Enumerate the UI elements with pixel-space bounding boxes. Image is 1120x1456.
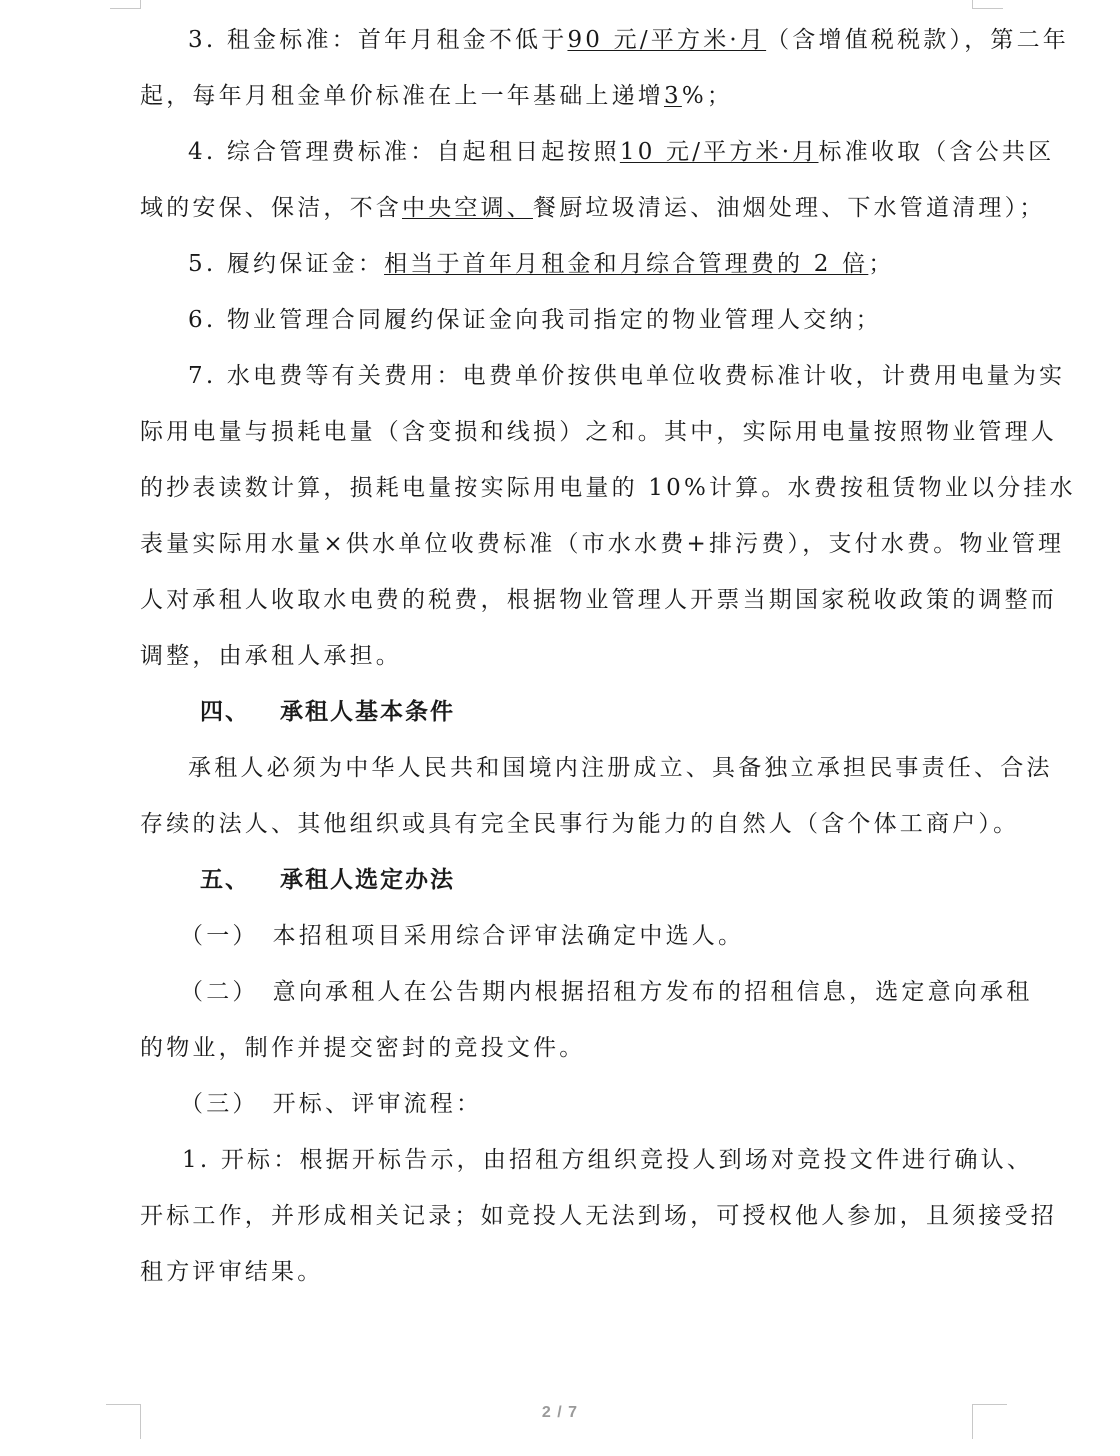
item4-line1 xyxy=(188,138,1055,166)
item3-increase-value: 3 xyxy=(664,83,682,109)
section5-number: 五、 xyxy=(200,867,250,893)
step1-line3: 租方评审结果。 xyxy=(140,1259,324,1285)
item4-text-tail: 标准收取（含公共区 xyxy=(818,139,1055,165)
item7-line5: 人对承租人收取水电费的税费，根据物业管理人开票当期国家税收政策的调整而 xyxy=(140,587,1057,613)
sub3-number: （三） xyxy=(180,1091,259,1117)
item7-line3: 的抄表读数计算，损耗电量按实际用电量的 10%计算。水费按租赁物业以分挂水 xyxy=(140,475,1076,501)
item4-line2-text: 域的安保、保洁，不含 xyxy=(140,195,402,221)
item7-line6: 调整，由承租人承担。 xyxy=(140,643,402,669)
step1-line1: 1. 开标：根据开标告示，由招租方组织竞投人到场对竞投文件进行确认、 xyxy=(182,1147,1034,1173)
section5-title: 承租人选定办法 xyxy=(280,867,455,893)
sub3-text: 开标、评审流程： xyxy=(272,1091,483,1117)
section4-number: 四、 xyxy=(200,699,250,725)
section5-sub1 xyxy=(180,922,1020,950)
item7-line1: 7. 水电费等有关费用：电费单价按供电单位收费标准计收，计费用电量为实 xyxy=(188,363,1066,389)
item6-line: 6. 物业管理合同履约保证金向我司指定的物业管理人交纳； xyxy=(188,307,882,333)
item4-line2 xyxy=(140,194,1046,222)
item5-tail: ； xyxy=(868,251,895,277)
section4-para-line1: 承租人必须为中华人民共和国境内注册成立、具备独立承担民事责任、合法 xyxy=(188,755,1053,781)
step1-line2: 开标工作，并形成相关记录；如竞投人无法到场，可授权他人参加，且须接受招 xyxy=(140,1203,1057,1229)
section5-sub2-line1 xyxy=(180,978,1033,1006)
crop-mark-top-right xyxy=(972,0,1003,9)
section5-heading xyxy=(200,866,1040,894)
page-indicator: 2 / 7 xyxy=(541,1404,579,1421)
item4-line2-tail: 餐厨垃圾清运、油烟处理、下水管道清理）； xyxy=(533,195,1046,221)
sub1-number: （一） xyxy=(180,923,259,949)
sub1-text: 本招租项目采用综合评审法确定中选人。 xyxy=(272,923,745,949)
section5-sub2-line2: 的物业，制作并提交密封的竞投文件。 xyxy=(140,1035,586,1061)
crop-mark-top-left xyxy=(110,0,141,9)
section5-sub3 xyxy=(180,1090,1020,1118)
section4-heading xyxy=(200,698,1040,726)
item7-line2: 际用电量与损耗电量（含变损和线损）之和。其中，实际用电量按照物业管理人 xyxy=(140,419,1057,445)
item3-text: 3. 租金标准：首年月租金不低于 xyxy=(188,27,568,53)
item4-text: 4. 综合管理费标准：自起租日起按照 xyxy=(188,139,620,165)
item7-line4: 表量实际用水量×供水单位收费标准（市水水费+排污费），支付水费。物业管理 xyxy=(140,531,1065,557)
item5-line xyxy=(188,250,1028,278)
section4-title: 承租人基本条件 xyxy=(280,699,455,725)
sub2-text: 意向承租人在公告期内根据招租方发布的招租信息，选定意向承租 xyxy=(272,979,1033,1005)
item3-text-tail: （含增值税税款），第二年 xyxy=(766,27,1070,53)
item3-rent-value: 90 元/平方米·月 xyxy=(567,27,767,53)
item4-fee-value: 10 元/平方米·月 xyxy=(619,139,819,165)
section4-para-line2: 存续的法人、其他组织或具有完全民事行为能力的自然人（含个体工商户）。 xyxy=(140,811,1020,837)
item4-exclusion: 中央空调、 xyxy=(402,195,533,221)
sub2-number: （二） xyxy=(180,979,259,1005)
item3-line2-tail: %； xyxy=(681,83,734,109)
item3-line2-text: 起，每年月租金单价标准在上一年基础上递增 xyxy=(140,83,664,109)
item5-deposit-value: 相当于首年月租金和月综合管理费的 2 倍 xyxy=(384,251,869,277)
item3-line2 xyxy=(140,82,980,110)
item3-line1 xyxy=(188,26,1070,54)
item5-text: 5. 履约保证金： xyxy=(188,251,385,277)
